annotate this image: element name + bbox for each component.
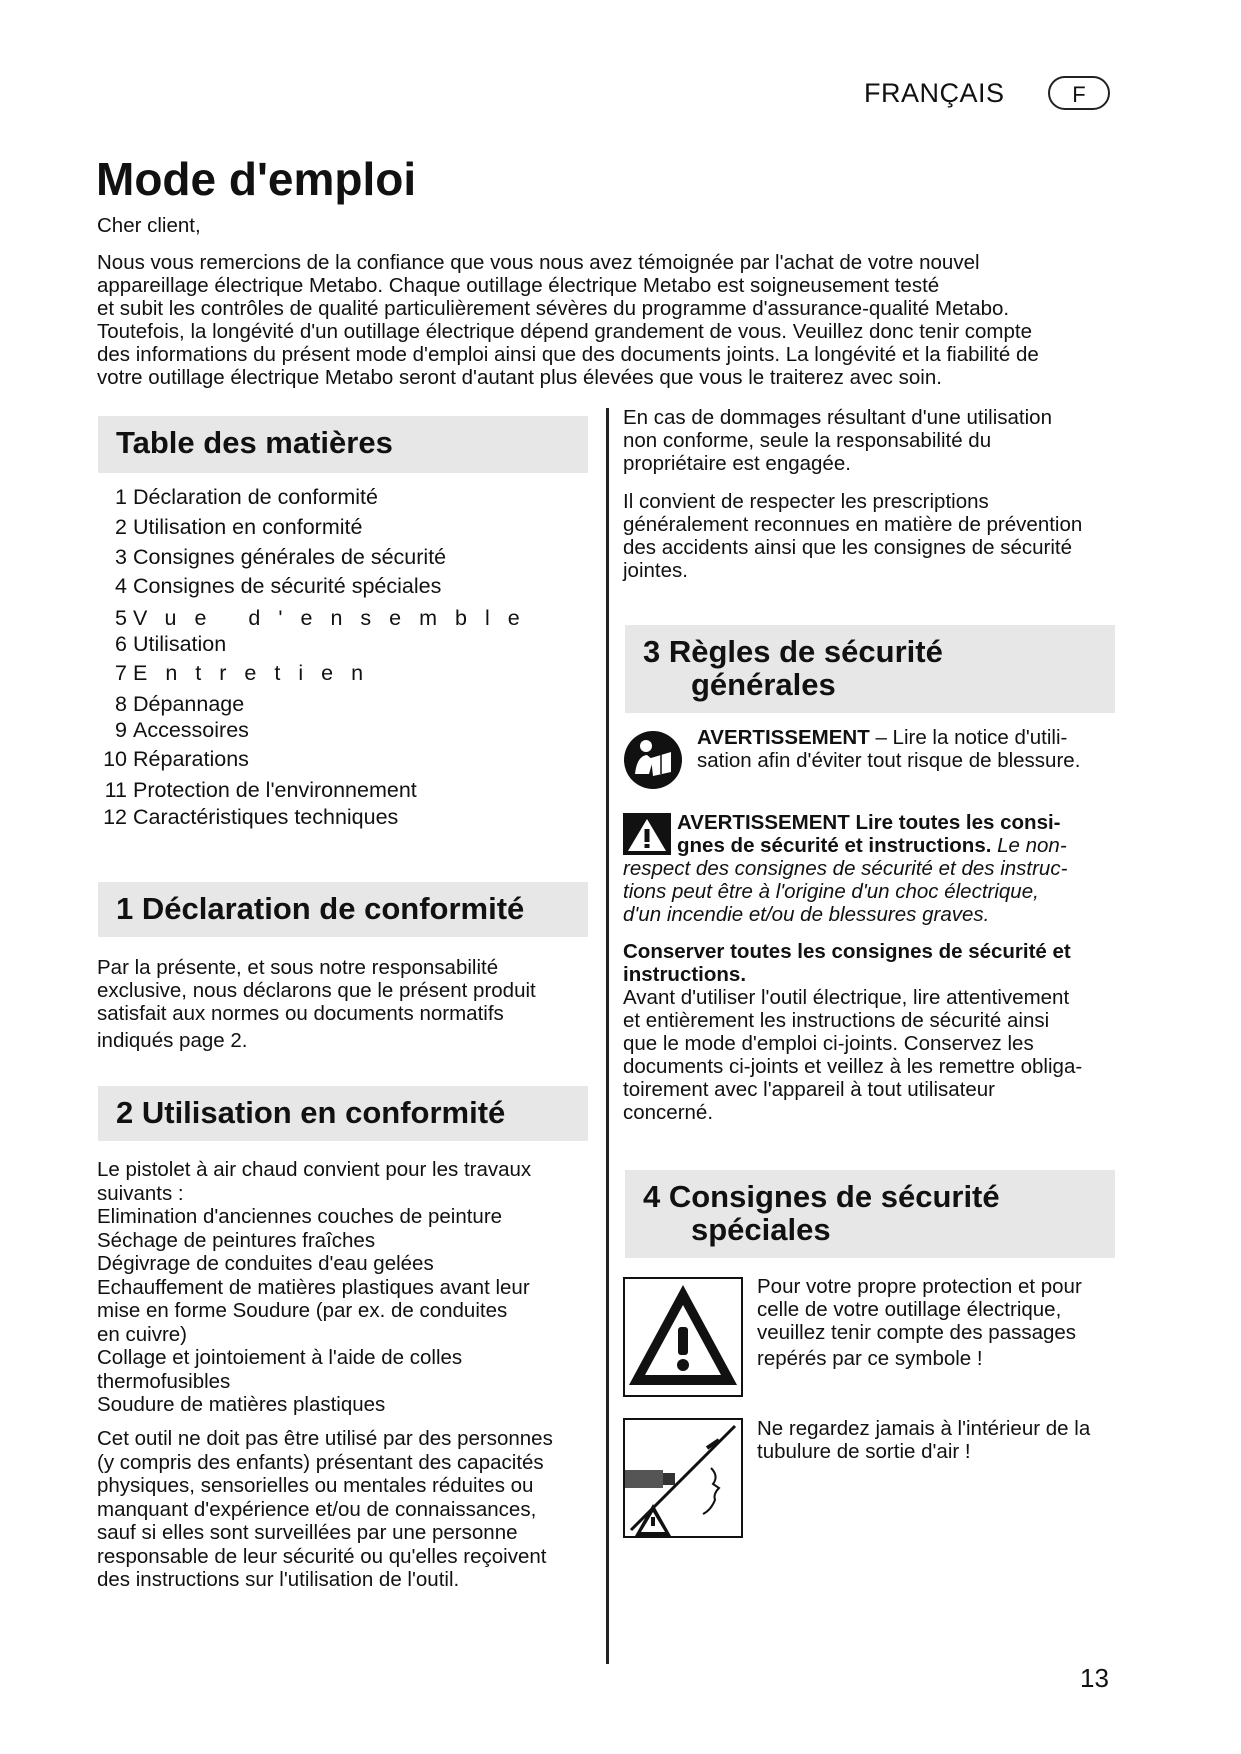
text-line: d'un incendie et/ou de blessures graves.	[623, 903, 990, 926]
keep-instructions	[623, 940, 1118, 1124]
section3-heading	[625, 625, 1115, 713]
text-line: jointes.	[623, 559, 688, 582]
text-line: en cuivre)	[97, 1322, 188, 1346]
text-line: concerné.	[623, 1101, 714, 1124]
text-line: indiqués page 2.	[97, 1029, 248, 1052]
intro-line: Nous vous remercions de la confiance que vous nous avez témoignée par l'achat de votre nouvel	[97, 251, 980, 274]
text-line: non conforme, seule la responsabilité du	[623, 429, 992, 452]
section1-heading: 1 Déclaration de conformité	[98, 882, 588, 937]
text-line: Ne regardez jamais à l'intérieur de la	[757, 1417, 1091, 1440]
text-span: gnes de sécurité et instructions.	[677, 834, 992, 857]
language-code-badge: F	[1048, 76, 1110, 110]
intro-line: votre outillage électrique Metabo seront d'autant plus élevées que vous le traiterez avec soin.	[97, 366, 942, 389]
toc-item[interactable]: 2 Utilisation en conformité	[115, 515, 363, 539]
toc-item[interactable]: 12 Caractéristiques techniques	[103, 805, 399, 829]
text-line: généralement reconnues en matière de prévention	[623, 513, 1083, 536]
text-line: (y compris des enfants) présentant des capacités	[97, 1450, 544, 1474]
toc-item[interactable]: 10 Réparations	[103, 747, 249, 771]
no-look-into-nozzle-icon	[623, 1418, 743, 1538]
warning-read-instructions	[677, 811, 1117, 857]
text-line: Echauffement de matières plastiques avant leur	[97, 1275, 530, 1299]
text-line: manquant d'expérience et/ou de connaissances,	[97, 1497, 537, 1521]
text-line: sation afin d'éviter tout risque de blessure.	[697, 749, 1081, 772]
liability-paragraph	[623, 406, 1118, 475]
intro-line: et subit les contrôles de qualité particulièrement sévères du programme d'assurance-qualité Metabo.	[97, 297, 1010, 320]
toc-item[interactable]: 1 Déclaration de conformité	[115, 485, 378, 509]
toc-item[interactable]: 3 Consignes générales de sécurité	[115, 545, 447, 569]
toc-item[interactable]: 8 Dépannage	[115, 692, 245, 716]
heading-line: générales	[691, 667, 836, 702]
language-label: FRANÇAIS	[864, 78, 1005, 108]
text-line: instructions.	[623, 963, 747, 986]
text-line: Le pistolet à air chaud convient pour les travaux	[97, 1158, 532, 1181]
page-title: Mode d'emploi	[96, 153, 417, 205]
text-line: suivants :	[97, 1181, 184, 1205]
column-divider	[606, 408, 609, 1664]
text-line: tions peut être à l'origine d'un choc électrique,	[623, 880, 1039, 903]
text-line: mise en forme Soudure (par ex. de conduites	[97, 1299, 508, 1322]
text-line: des instructions sur l'utilisation de l'outil.	[97, 1568, 460, 1591]
toc-item[interactable]: 9 Accessoires	[115, 718, 249, 742]
text-line: thermofusibles	[97, 1369, 231, 1393]
intro-line: appareillage électrique Metabo. Chaque outillage électrique Metabo est soigneusement testé	[97, 274, 940, 297]
text-line: des accidents ainsi que les consignes de sécurité	[623, 536, 1072, 559]
toc-heading: Table des matières	[98, 416, 588, 473]
toc-item[interactable]: 4 Consignes de sécurité spéciales	[115, 574, 442, 598]
text-line: Conserver toutes les consignes de sécurité et	[623, 940, 1071, 963]
intro-paragraph	[97, 251, 1122, 389]
text-line: toirement avec l'appareil à tout utilisateur	[623, 1078, 995, 1101]
text-line: Dégivrage de conduites d'eau gelées	[97, 1252, 434, 1275]
text-line: exclusive, nous déclarons que le présent produit	[97, 979, 536, 1002]
toc-item[interactable]: 7 Entretien	[115, 661, 382, 685]
text-line: Pour votre propre protection et pour	[757, 1275, 1082, 1298]
toc-item[interactable]: 11 Protection de l'environnement	[104, 778, 417, 802]
warning-consequences	[623, 857, 1118, 926]
text-line: AVERTISSEMENT Lire toutes les consi-	[677, 811, 1061, 834]
text-line: propriétaire est engagée.	[623, 452, 851, 475]
text-line: Il convient de respecter les prescriptions	[623, 490, 989, 513]
section4-heading	[625, 1170, 1115, 1258]
section1-text	[97, 956, 597, 1052]
text-line: Soudure de matières plastiques	[97, 1393, 386, 1416]
text-line: Séchage de peintures fraîches	[97, 1228, 376, 1252]
prevention-paragraph	[623, 490, 1118, 582]
heading-line: 4 Consignes de sécurité	[643, 1179, 1000, 1214]
warning-triangle-icon	[623, 1277, 743, 1397]
text-line: Cet outil ne doit pas être utilisé par des personnes	[97, 1427, 553, 1450]
warning-read-manual	[697, 726, 1117, 772]
text-line: repérés par ce symbole !	[757, 1347, 983, 1370]
text-line: satisfait aux normes ou documents normatifs	[97, 1002, 504, 1025]
section2-text-a	[97, 1158, 597, 1417]
warning-label: AVERTISSEMENT	[697, 726, 870, 749]
text-line: En cas de dommages résultant d'une utilisation	[623, 406, 1052, 429]
text-line: sauf si elles sont surveillées par une personne	[97, 1521, 518, 1544]
text-line: Collage et jointoiement à l'aide de colles	[97, 1346, 463, 1369]
section2-text-b	[97, 1427, 597, 1592]
heading-line: 3 Règles de sécurité	[643, 634, 943, 669]
text-line: tubulure de sortie d'air !	[757, 1440, 971, 1463]
text-line: documents ci-joints et veillez à les remettre obliga-	[623, 1055, 1083, 1078]
text-line: Elimination d'anciennes couches de peinture	[97, 1205, 503, 1228]
special-instructions-text	[757, 1275, 1117, 1370]
intro-line: Toutefois, la longévité d'un outillage électrique dépend grandement de vous. Veuillez donc tenir compte	[97, 320, 1033, 343]
text-line: responsable de leur sécurité ou qu'elles reçoivent	[97, 1544, 547, 1568]
toc-item[interactable]: 6 Utilisation	[115, 632, 227, 656]
warning-triangle-icon	[623, 813, 671, 855]
section2-heading: 2 Utilisation en conformité	[98, 1086, 588, 1141]
salutation: Cher client,	[97, 214, 201, 237]
text-line: que le mode d'emploi ci-joints. Conservez les	[623, 1032, 1034, 1055]
intro-line: des informations du présent mode d'emploi ainsi que des documents joints. La longévité et la fiabilité de	[97, 343, 1039, 366]
page-number: 13	[1080, 1663, 1109, 1693]
text-line: celle de votre outillage électrique,	[757, 1298, 1062, 1321]
nozzle-warning-text	[757, 1417, 1117, 1463]
text-line: et entièrement les instructions de sécurité ainsi	[623, 1009, 1050, 1032]
text-line: Avant d'utiliser l'outil électrique, lire attentivement	[623, 986, 1070, 1009]
read-manual-icon	[623, 730, 683, 790]
text-line: physiques, sensorielles ou mentales réduites ou	[97, 1474, 534, 1497]
text-line: Par la présente, et sous notre responsabilité	[97, 956, 499, 979]
text-span: – Lire la notice d'utili-	[869, 726, 1068, 749]
heading-line: spéciales	[691, 1212, 831, 1247]
text-line: veuillez tenir compte des passages	[757, 1321, 1077, 1344]
toc-item[interactable]: 5 Vue d'ensemble	[115, 606, 538, 630]
text-line: respect des consignes de sécurité et des instruc-	[623, 857, 1068, 880]
text-span: Le non-	[991, 834, 1067, 857]
